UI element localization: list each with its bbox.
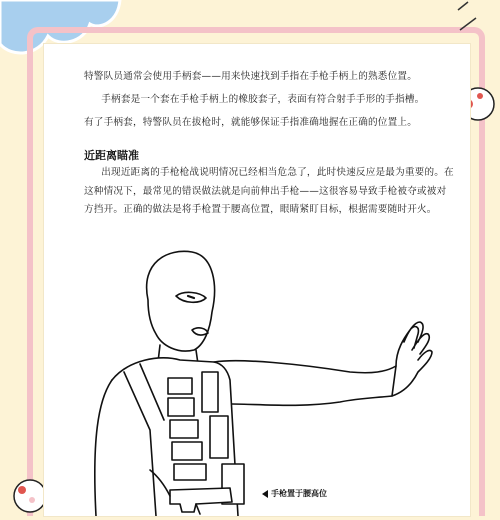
paragraph-intro: 特警队员通常会使用手柄套——用来快速找到手指在手枪手柄上的熟悉位置。 <box>84 71 417 82</box>
caption-arrow-icon <box>262 490 268 498</box>
paragraph-grip-sleeve: 手柄套是一个套在手枪手柄上的橡胶套子，表面有符合射手手形的手指槽。 <box>101 94 425 105</box>
paragraph-grip-benefit: 有了手柄套，特警队员在拔枪时，就能够保证手指准确地握在正确的位置上。 <box>84 117 417 128</box>
section-heading: 近距离瞄准 <box>84 149 139 162</box>
figure-caption <box>262 488 327 499</box>
figure-caption-text: 手枪置于腰高位 <box>271 489 327 498</box>
paragraph-close-range: 出现近距离的手枪枪战说明情况已经相当危急了，此时快速反应是最为重要的。在这种情况下，最常见的错误做法就是向前伸出手枪——这很容易导致手枪被夺或被对方挡开。正确的做法是将手枪置于腰高位置，眼睛紧盯目标，根据需要随时开火。 <box>84 167 454 215</box>
